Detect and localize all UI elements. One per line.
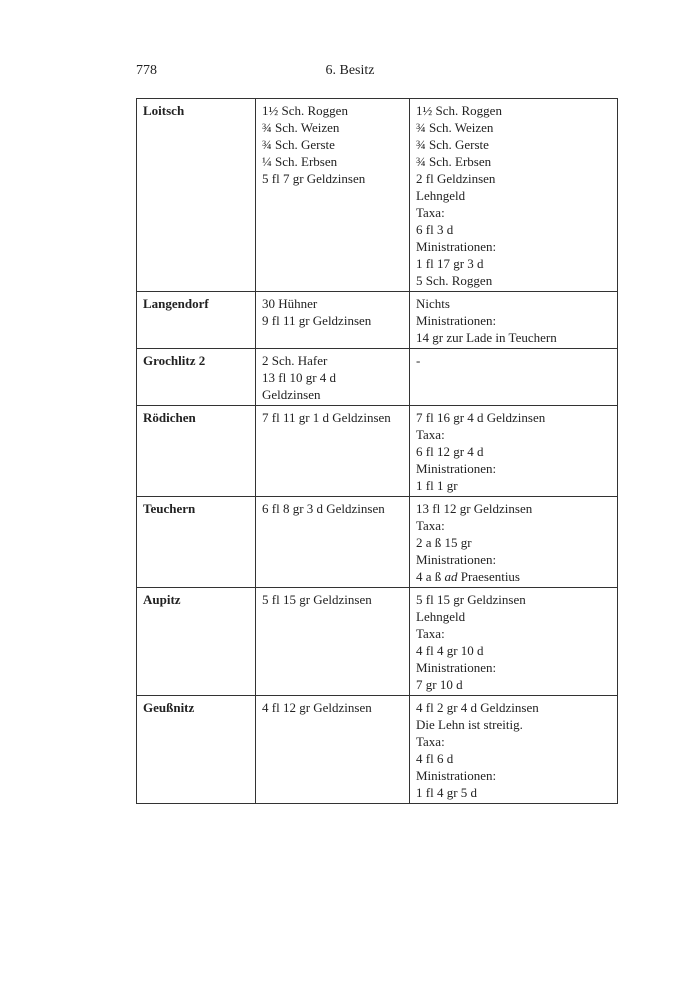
cell-line: 4 a ß ad Praesentius <box>416 569 520 584</box>
cell-line: 2 a ß 15 gr <box>416 535 472 550</box>
cell-line: 13 fl 10 gr 4 d <box>262 370 337 385</box>
table-row <box>137 497 618 588</box>
dues-cell <box>256 497 410 588</box>
place-name: Geußnitz <box>137 696 256 804</box>
table-row <box>137 99 618 292</box>
cell-line: 1½ Sch. Roggen <box>262 103 348 118</box>
holdings-table <box>136 98 618 804</box>
dues-cell <box>256 99 410 292</box>
cell-line: 4 fl 12 gr Geldzinsen <box>262 700 372 715</box>
table-row <box>137 696 618 804</box>
payments-cell <box>410 99 618 292</box>
cell-line: ¾ Sch. Gerste <box>262 137 335 152</box>
place-name: Teuchern <box>137 497 256 588</box>
table-row <box>137 588 618 696</box>
cell-line: Taxa: <box>416 205 445 220</box>
cell-line: 1½ Sch. Roggen <box>416 103 502 118</box>
cell-line: Lehngeld <box>416 609 466 624</box>
cell-line: 5 Sch. Roggen <box>416 273 493 288</box>
table-row <box>137 292 618 349</box>
cell-line: 5 fl 15 gr Geldzinsen <box>262 592 372 607</box>
payments-cell <box>410 406 618 497</box>
cell-line: ¾ Sch. Weizen <box>416 120 494 135</box>
place-name: Rödichen <box>137 406 256 497</box>
cell-line: 14 gr zur Lade in Teuchern <box>416 330 557 345</box>
cell-line: 5 fl 15 gr Geldzinsen <box>416 592 526 607</box>
cell-line: ¼ Sch. Erbsen <box>262 154 338 169</box>
cell-line: 2 fl Geldzinsen <box>416 171 496 186</box>
cell-line: Nichts <box>416 296 450 311</box>
cell-line: Taxa: <box>416 518 445 533</box>
dues-cell <box>256 406 410 497</box>
cell-line: 6 fl 3 d <box>416 222 454 237</box>
cell-line: Ministrationen: <box>416 552 497 567</box>
cell-line: ¾ Sch. Weizen <box>262 120 340 135</box>
cell-line: Taxa: <box>416 626 445 641</box>
cell-line: 1 fl 17 gr 3 d <box>416 256 484 271</box>
place-name: Loitsch <box>137 99 256 292</box>
cell-line: 30 Hühner <box>262 296 318 311</box>
cell-line: Ministrationen: <box>416 239 497 254</box>
payments-cell <box>410 292 618 349</box>
dues-cell <box>256 696 410 804</box>
running-head: 6. Besitz <box>325 63 375 78</box>
cell-line: 7 gr 10 d <box>416 677 463 692</box>
cell-line: ¾ Sch. Erbsen <box>416 154 492 169</box>
cell-line: Ministrationen: <box>416 660 497 675</box>
cell-line: 4 fl 4 gr 10 d <box>416 643 484 658</box>
page-number: 778 <box>136 63 157 78</box>
cell-line: 7 fl 16 gr 4 d Geldzinsen <box>416 410 546 425</box>
payments-cell <box>410 696 618 804</box>
cell-line: - <box>416 353 421 368</box>
dues-cell <box>256 588 410 696</box>
cell-line: Taxa: <box>416 427 445 442</box>
cell-line: 4 fl 6 d <box>416 751 454 766</box>
table-row <box>137 349 618 406</box>
place-name: Grochlitz 2 <box>137 349 256 406</box>
cell-line: 13 fl 12 gr Geldzinsen <box>416 501 533 516</box>
cell-line: 9 fl 11 gr Geldzinsen <box>262 313 372 328</box>
cell-line: Ministrationen: <box>416 768 497 783</box>
payments-cell <box>410 497 618 588</box>
cell-line: 6 fl 8 gr 3 d Geldzinsen <box>262 501 385 516</box>
cell-line: Lehngeld <box>416 188 466 203</box>
cell-line: Die Lehn ist streitig. <box>416 717 523 732</box>
cell-line: 7 fl 11 gr 1 d Geldzinsen <box>262 410 391 425</box>
cell-line: Ministrationen: <box>416 461 497 476</box>
dues-cell <box>256 292 410 349</box>
cell-line: Geldzinsen <box>262 387 321 402</box>
dues-cell <box>256 349 410 406</box>
cell-line: 2 Sch. Hafer <box>262 353 328 368</box>
place-name: Langendorf <box>137 292 256 349</box>
cell-line: 1 fl 4 gr 5 d <box>416 785 478 800</box>
cell-line: 1 fl 1 gr <box>416 478 458 493</box>
cell-line: Taxa: <box>416 734 445 749</box>
cell-line: 4 fl 2 gr 4 d Geldzinsen <box>416 700 539 715</box>
table-row <box>137 406 618 497</box>
cell-line: 5 fl 7 gr Geldzinsen <box>262 171 366 186</box>
place-name: Aupitz <box>137 588 256 696</box>
cell-line: ¾ Sch. Gerste <box>416 137 489 152</box>
cell-line: Ministrationen: <box>416 313 497 328</box>
payments-cell <box>410 588 618 696</box>
payments-cell <box>410 349 618 406</box>
cell-line: 6 fl 12 gr 4 d <box>416 444 484 459</box>
